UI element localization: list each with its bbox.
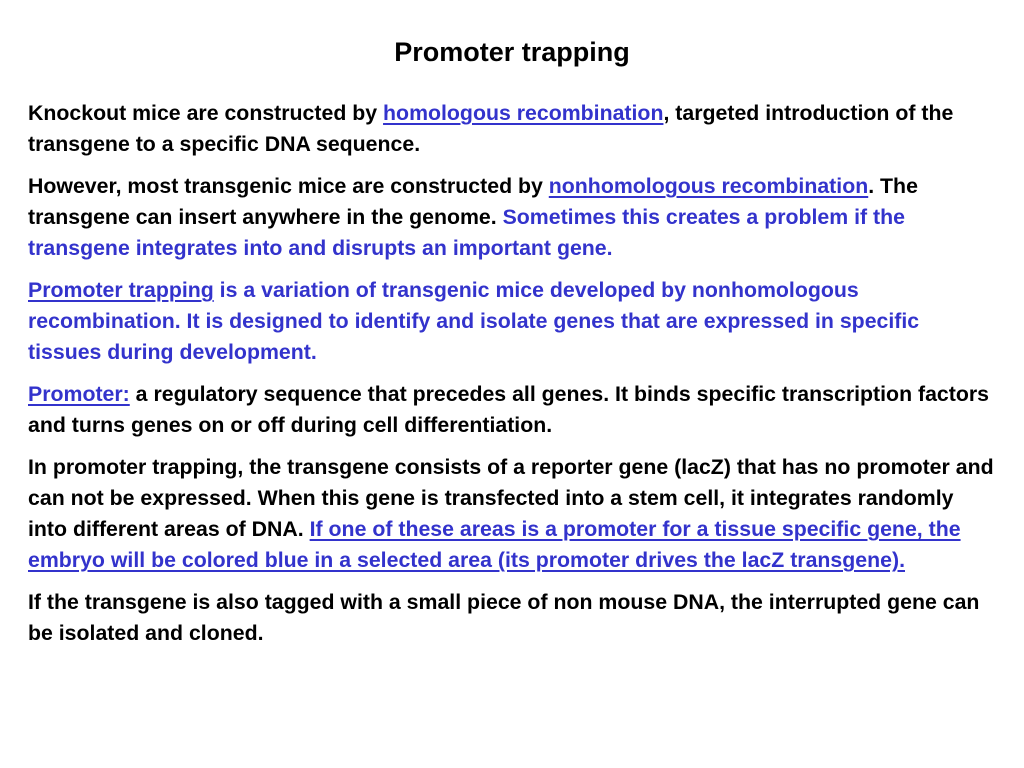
link-nonhomologous-recombination[interactable]: nonhomologous recombination xyxy=(548,174,869,198)
link-homologous-recombination[interactable]: homologous recombination xyxy=(383,101,664,125)
link-promoter[interactable]: Promoter: xyxy=(28,382,130,406)
paragraph-transgenic-mice xyxy=(28,171,996,264)
paragraph-text: , targeted introduction of the transgene to a specific DNA sequence. xyxy=(28,101,954,156)
slide-title: Promoter trapping xyxy=(394,37,630,67)
link-embryo-colored-blue[interactable]: If one of these areas is a promoter for a tissue specific gene, the embryo will be colored blue in a selected area (its promoter drives the lacZ transgene). xyxy=(28,517,961,572)
paragraph-text: However, most transgenic mice are constructed by xyxy=(28,174,549,198)
paragraph-promoter-trapping-definition xyxy=(28,275,996,368)
paragraph-gene-cloning xyxy=(28,587,996,649)
paragraph-lacz-reporter xyxy=(28,452,996,576)
paragraph-text: a regulatory sequence that precedes all genes. It binds specific transcription factors and turns genes on or off during cell differentiation. xyxy=(28,382,990,437)
slide-body xyxy=(28,98,996,660)
paragraph-knockout-mice xyxy=(28,98,996,160)
highlighted-text: is a variation of transgenic mice developed by nonhomologous recombination. It is designed to identify and isolate genes that are expressed in specific tissues during development. xyxy=(28,278,920,364)
link-promoter-trapping[interactable]: Promoter trapping xyxy=(28,278,214,302)
paragraph-text: If the transgene is also tagged with a small piece of non mouse DNA, the interrupted gene can be isolated and cloned. xyxy=(28,590,980,645)
paragraph-text: Knockout mice are constructed by xyxy=(28,101,384,125)
highlighted-text: Sometimes this creates a problem if the transgene integrates into and disrupts an important gene. xyxy=(28,205,905,260)
paragraph-text: In promoter trapping, the transgene consists of a reporter gene (lacZ) that has no promoter and can not be expressed. When this gene is transfected into a stem cell, it integrates randomly into different areas of DNA. xyxy=(28,455,994,541)
paragraph-text: . The transgene can insert anywhere in the genome. xyxy=(28,174,918,229)
paragraph-promoter-definition xyxy=(28,379,996,441)
